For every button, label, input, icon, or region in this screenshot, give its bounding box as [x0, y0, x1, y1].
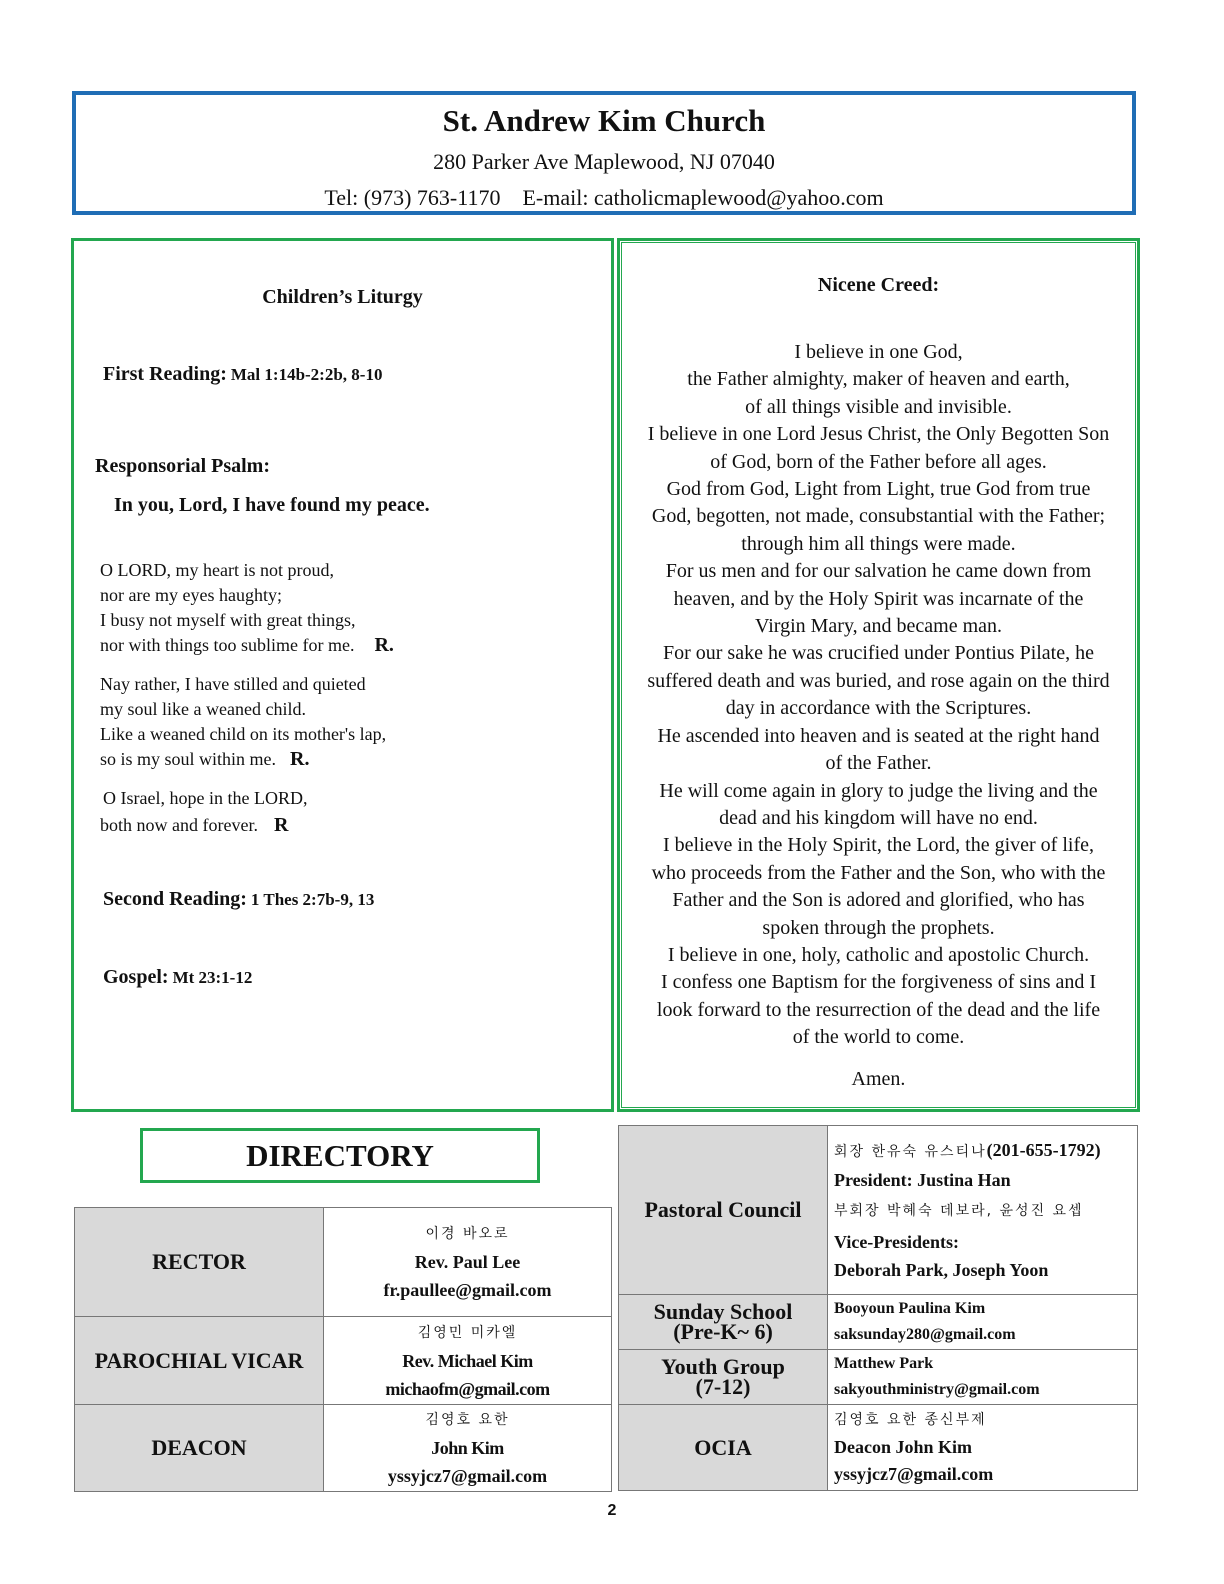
creed-line: of the world to come.	[792, 1026, 965, 1049]
ocia-name: Deacon John Kim	[834, 1437, 973, 1457]
creed-line: look forward to the resurrection of the dead and the life	[656, 998, 1101, 1021]
directory-title: DIRECTORY	[140, 1128, 540, 1183]
response-marker: R.	[374, 634, 394, 656]
stanza-line: nor with things too sublime for me. R.	[100, 634, 394, 656]
gospel	[103, 966, 252, 989]
rector-info	[324, 1208, 612, 1317]
pastoral-council-label: Pastoral Council	[619, 1126, 828, 1295]
creed-line: I believe in one God,	[794, 341, 963, 363]
vice-president-label: Vice-Presidents:	[834, 1232, 959, 1252]
stanza-line: Like a weaned child on its mother's lap,	[100, 724, 387, 744]
creed-line: He ascended into heaven and is seated at the right hand	[657, 724, 1100, 747]
table-row	[75, 1208, 612, 1317]
second-reading	[103, 888, 374, 911]
creed-line: I confess one Baptism for the forgiveness of sins and I	[660, 971, 1097, 994]
church-email: E-mail: catholicmaplewood@yahoo.com	[522, 185, 884, 210]
gospel-label: Gospel:	[103, 966, 169, 988]
deacon-email: yssyjcz7@gmail.com	[387, 1466, 548, 1486]
creed-line: Father and the Son is adored and glorified, who has	[672, 889, 1085, 912]
vicar-label: PAROCHIAL VICAR	[75, 1317, 324, 1405]
rector-email: fr.paullee@gmail.com	[383, 1280, 552, 1300]
youth-group-info	[828, 1350, 1138, 1405]
second-reading-label: Second Reading:	[103, 888, 247, 910]
creed-line: the Father almighty, maker of heaven and earth,	[687, 368, 1070, 391]
contact-line	[76, 185, 1132, 211]
page-number: 2	[607, 1502, 617, 1519]
church-phone: Tel: (973) 763-1170	[324, 185, 501, 210]
rector-label: RECTOR	[75, 1208, 324, 1317]
psalm-label: Responsorial Psalm:	[95, 455, 270, 477]
table-row	[619, 1350, 1138, 1405]
vicar-info	[324, 1317, 612, 1405]
ocia-email: yssyjcz7@gmail.com	[834, 1464, 994, 1484]
sunday-school-info	[828, 1295, 1138, 1350]
second-reading-ref: 1 Thes 2:7b-9, 13	[250, 890, 375, 909]
nicene-creed-box	[617, 238, 1140, 1112]
stanza-line: so is my soul within me. R.	[100, 748, 310, 770]
directory-clergy-table	[74, 1207, 612, 1492]
first-reading-label: First Reading:	[103, 363, 227, 385]
vice-president-names: Deborah Park, Joseph Yoon	[834, 1260, 1049, 1280]
creed-line: For us men and for our salvation he came down from	[665, 560, 1092, 583]
table-row	[75, 1317, 612, 1405]
creed-line: God from God, Light from Light, true God from true	[666, 478, 1091, 501]
creed-line: Virgin Mary, and became man.	[754, 615, 1003, 638]
creed-line: I believe in the Holy Spirit, the Lord, the giver of life,	[663, 834, 1094, 857]
creed-amen: Amen.	[851, 1068, 906, 1090]
creed-line: I believe in one Lord Jesus Christ, the Only Begotten Son	[647, 423, 1110, 446]
response-marker: R.	[290, 748, 310, 770]
president-name: President: Justina Han	[834, 1170, 1011, 1190]
creed-text	[620, 339, 1137, 1052]
creed-line: through him all things were made.	[741, 532, 1016, 555]
president-korean: 회장 한유숙 유스티나	[834, 1144, 987, 1160]
liturgy-title: Children’s Liturgy	[262, 286, 423, 308]
sunday-school-contact: Booyoun Paulina Kim	[834, 1300, 986, 1317]
church-name: St. Andrew Kim Church	[442, 103, 766, 138]
creed-line: God, begotten, not made, consubstantial with the Father;	[651, 505, 1106, 528]
table-row	[75, 1405, 612, 1492]
childrens-liturgy-box	[71, 238, 614, 1112]
church-address: 280 Parker Ave Maplewood, NJ 07040	[433, 149, 775, 174]
deacon-info	[324, 1405, 612, 1492]
creed-line: of all things visible and invisible.	[745, 395, 1012, 418]
creed-line: I believe in one, holy, catholic and apostolic Church.	[667, 943, 1090, 966]
deacon-korean-name: 김영호 요한	[425, 1412, 510, 1428]
youth-group-email: sakyouthministry@gmail.com	[834, 1381, 1040, 1398]
president-phone: (201-655-1792)	[986, 1140, 1101, 1160]
creed-title: Nicene Creed:	[817, 274, 940, 296]
stanza-line: both now and forever. R	[100, 814, 289, 836]
sunday-school-email: saksunday280@gmail.com	[834, 1326, 1016, 1343]
vice-president-korean: 부회장 박혜숙 데보라, 윤성진 요셉	[834, 1203, 1084, 1219]
psalm-stanza-2	[100, 672, 580, 772]
creed-line: spoken through the prophets.	[762, 916, 995, 939]
gospel-ref: Mt 23:1-12	[172, 968, 253, 987]
creed-line: He will come again in glory to judge the living and the	[659, 779, 1098, 802]
youth-group-contact: Matthew Park	[834, 1355, 934, 1372]
stanza-line: Nay rather, I have stilled and quieted	[100, 674, 366, 694]
church-header	[72, 91, 1136, 215]
psalm-stanza-3	[100, 786, 580, 838]
youth-group-label: Youth Group (7-12)	[619, 1350, 828, 1405]
creed-line: suffered death and was buried, and rose again on the third	[647, 669, 1110, 692]
stanza-line: O Israel, hope in the LORD,	[103, 788, 308, 808]
ocia-korean: 김영호 요한 종신부제	[834, 1412, 987, 1428]
vicar-email: michaofm@gmail.com	[385, 1378, 550, 1399]
rector-korean-name: 이경 바오로	[425, 1226, 510, 1242]
pastoral-council-info	[828, 1126, 1138, 1295]
creed-line: of God, born of the Father before all ages.	[710, 450, 1047, 473]
creed-line: dead and his kingdom will have no end.	[719, 806, 1038, 829]
stanza-line: O LORD, my heart is not proud,	[100, 560, 334, 580]
creed-line: day in accordance with the Scriptures.	[725, 697, 1032, 720]
psalm-stanza-1	[100, 558, 580, 658]
table-row	[619, 1295, 1138, 1350]
stanza-line: my soul like a weaned child.	[100, 699, 306, 719]
creed-line: heaven, and by the Holy Spirit was incarnate of the	[673, 587, 1084, 610]
first-reading	[103, 363, 382, 386]
first-reading-ref: Mal 1:14b-2:2b, 8-10	[230, 365, 383, 384]
stanza-line: I busy not myself with great things,	[100, 610, 356, 630]
response-marker: R	[273, 814, 289, 836]
table-row	[619, 1405, 1138, 1491]
ocia-info	[828, 1405, 1138, 1491]
psalm-response: In you, Lord, I have found my peace.	[114, 494, 430, 516]
deacon-name: John Kim	[431, 1438, 504, 1458]
sunday-school-label: Sunday School (Pre-K~ 6)	[619, 1295, 828, 1350]
table-row	[619, 1126, 1138, 1295]
deacon-label: DEACON	[75, 1405, 324, 1492]
rector-name: Rev. Paul Lee	[414, 1252, 521, 1272]
directory-ministries-table	[618, 1125, 1138, 1491]
creed-line: For our sake he was crucified under Pontius Pilate, he	[662, 642, 1094, 665]
creed-line: of the Father.	[825, 752, 932, 775]
stanza-line: nor are my eyes haughty;	[100, 585, 282, 605]
vicar-name: Rev. Michael Kim	[402, 1350, 533, 1371]
creed-line: who proceeds from the Father and the Son, who with the	[651, 861, 1106, 884]
vicar-korean-name: 김영민 미카엘	[417, 1324, 518, 1341]
ocia-label: OCIA	[619, 1405, 828, 1491]
